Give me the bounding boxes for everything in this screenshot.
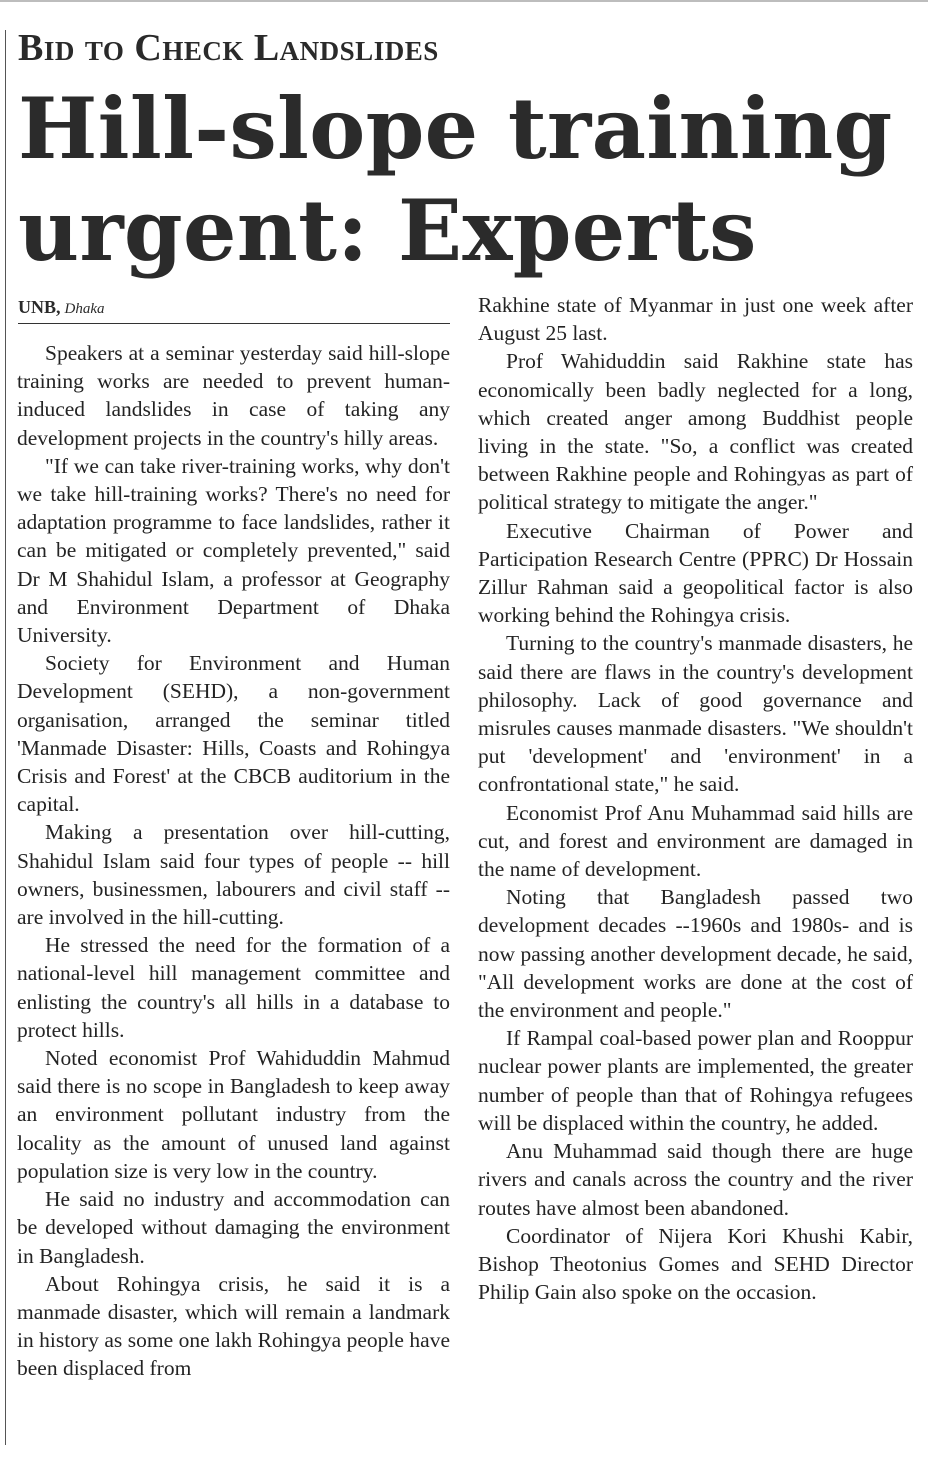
left-column [17,339,450,1383]
paragraph: Economist Prof Anu Muhammad said hills are cut, and forest and environment are damaged in the name of development. [478,800,913,882]
paragraph: About Rohingya crisis, he said it is a manmade disaster, which will remain a landmark in history as some one lakh Rohingya people have been displaced from [17,1271,450,1381]
paragraph: Speakers at a seminar yesterday said hill-slope training works are needed to prevent human-induced landslides in case of taking any development projects in the country's hilly areas. [17,341,450,450]
paragraph: Coordinator of Nijera Kori Khushi Kabir, Bishop Theotonius Gomes and SEHD Director Philip Gain also spoke on the occasion. [478,1223,913,1305]
right-column [478,291,913,1306]
paragraph: If Rampal coal-based power plan and Rooppur nuclear power plants are implemented, the greater number of people than that of Rohingya refugees will be displaced within the country, he added. [478,1026,913,1135]
top-rule [0,0,928,2]
paragraph-continuation: Rakhine state of Myanmar in just one week after August 25 last. [478,293,913,346]
paragraph: He said no industry and accommodation can be developed without damaging the environment in Bangladesh. [17,1187,450,1268]
paragraph: Making a presentation over hill-cutting, Shahidul Islam said four types of people -- hill owners, businessmen, labourers and civil staff -- are involved in the hill-cutting. [17,820,450,930]
paragraph: Noting that Bangladesh passed two development decades --1960s and 1980s- and is now passing another development decade, he said, "All development works are done at the cost of the environment and people." [478,885,913,1023]
byline [18,297,450,324]
kicker: Bid to Check Landslides [18,27,439,69]
paragraph: Noted economist Prof Wahiduddin Mahmud said there is no scope in Bangladesh to keep away an environment pollutant industry from the locality as the amount of unused land against population size is very low in the country. [17,1046,450,1183]
paragraph: He stressed the need for the formation of a national-level hill management committee and enlisting the country's all hills in a database to protect hills. [17,933,450,1042]
paragraph: Turning to the country's manmade disasters, he said there are flaws in the country's development philosophy. Lack of good governance and misrules causes manmade disasters. "We shouldn't put 'development' and 'environment' in a confrontational state," he said. [478,631,913,797]
paragraph: Prof Wahiduddin said Rakhine state has economically been badly neglected for a long, which created anger among Buddhist people living in the state. "So, a conflict was created between Rakhine people and Rohingyas as part of political strategy to mitigate the anger." [478,349,913,515]
byline-place: Dhaka [64,301,105,317]
headline: Hill-slope training urgent: Experts [18,79,893,280]
paragraph: Anu Muhammad said though there are huge rivers and canals across the country and the river routes have almost been abandoned. [478,1139,913,1220]
paragraph: Society for Environment and Human Development (SEHD), a non-government organisation, arranged the seminar titled 'Manmade Disaster: Hills, Coasts and Rohingya Crisis and Forest' at the CBCB auditorium in the capital. [17,651,450,817]
paragraph: Executive Chairman of Power and Participation Research Centre (PPRC) Dr Hossain Zillur Rahman said a geopolitical factor is also working behind the Rohingya crisis. [478,518,913,628]
column-rule [5,30,6,1445]
byline-agency: UNB, [18,297,61,317]
paragraph: "If we can take river-training works, why don't we take hill-training works? There's no need for adaptation programme to face landslides, rather it can be mitigated or completely prevented," said Dr M Shahidul Islam, a professor at Geography and Environment Department of Dhaka University. [17,453,450,648]
